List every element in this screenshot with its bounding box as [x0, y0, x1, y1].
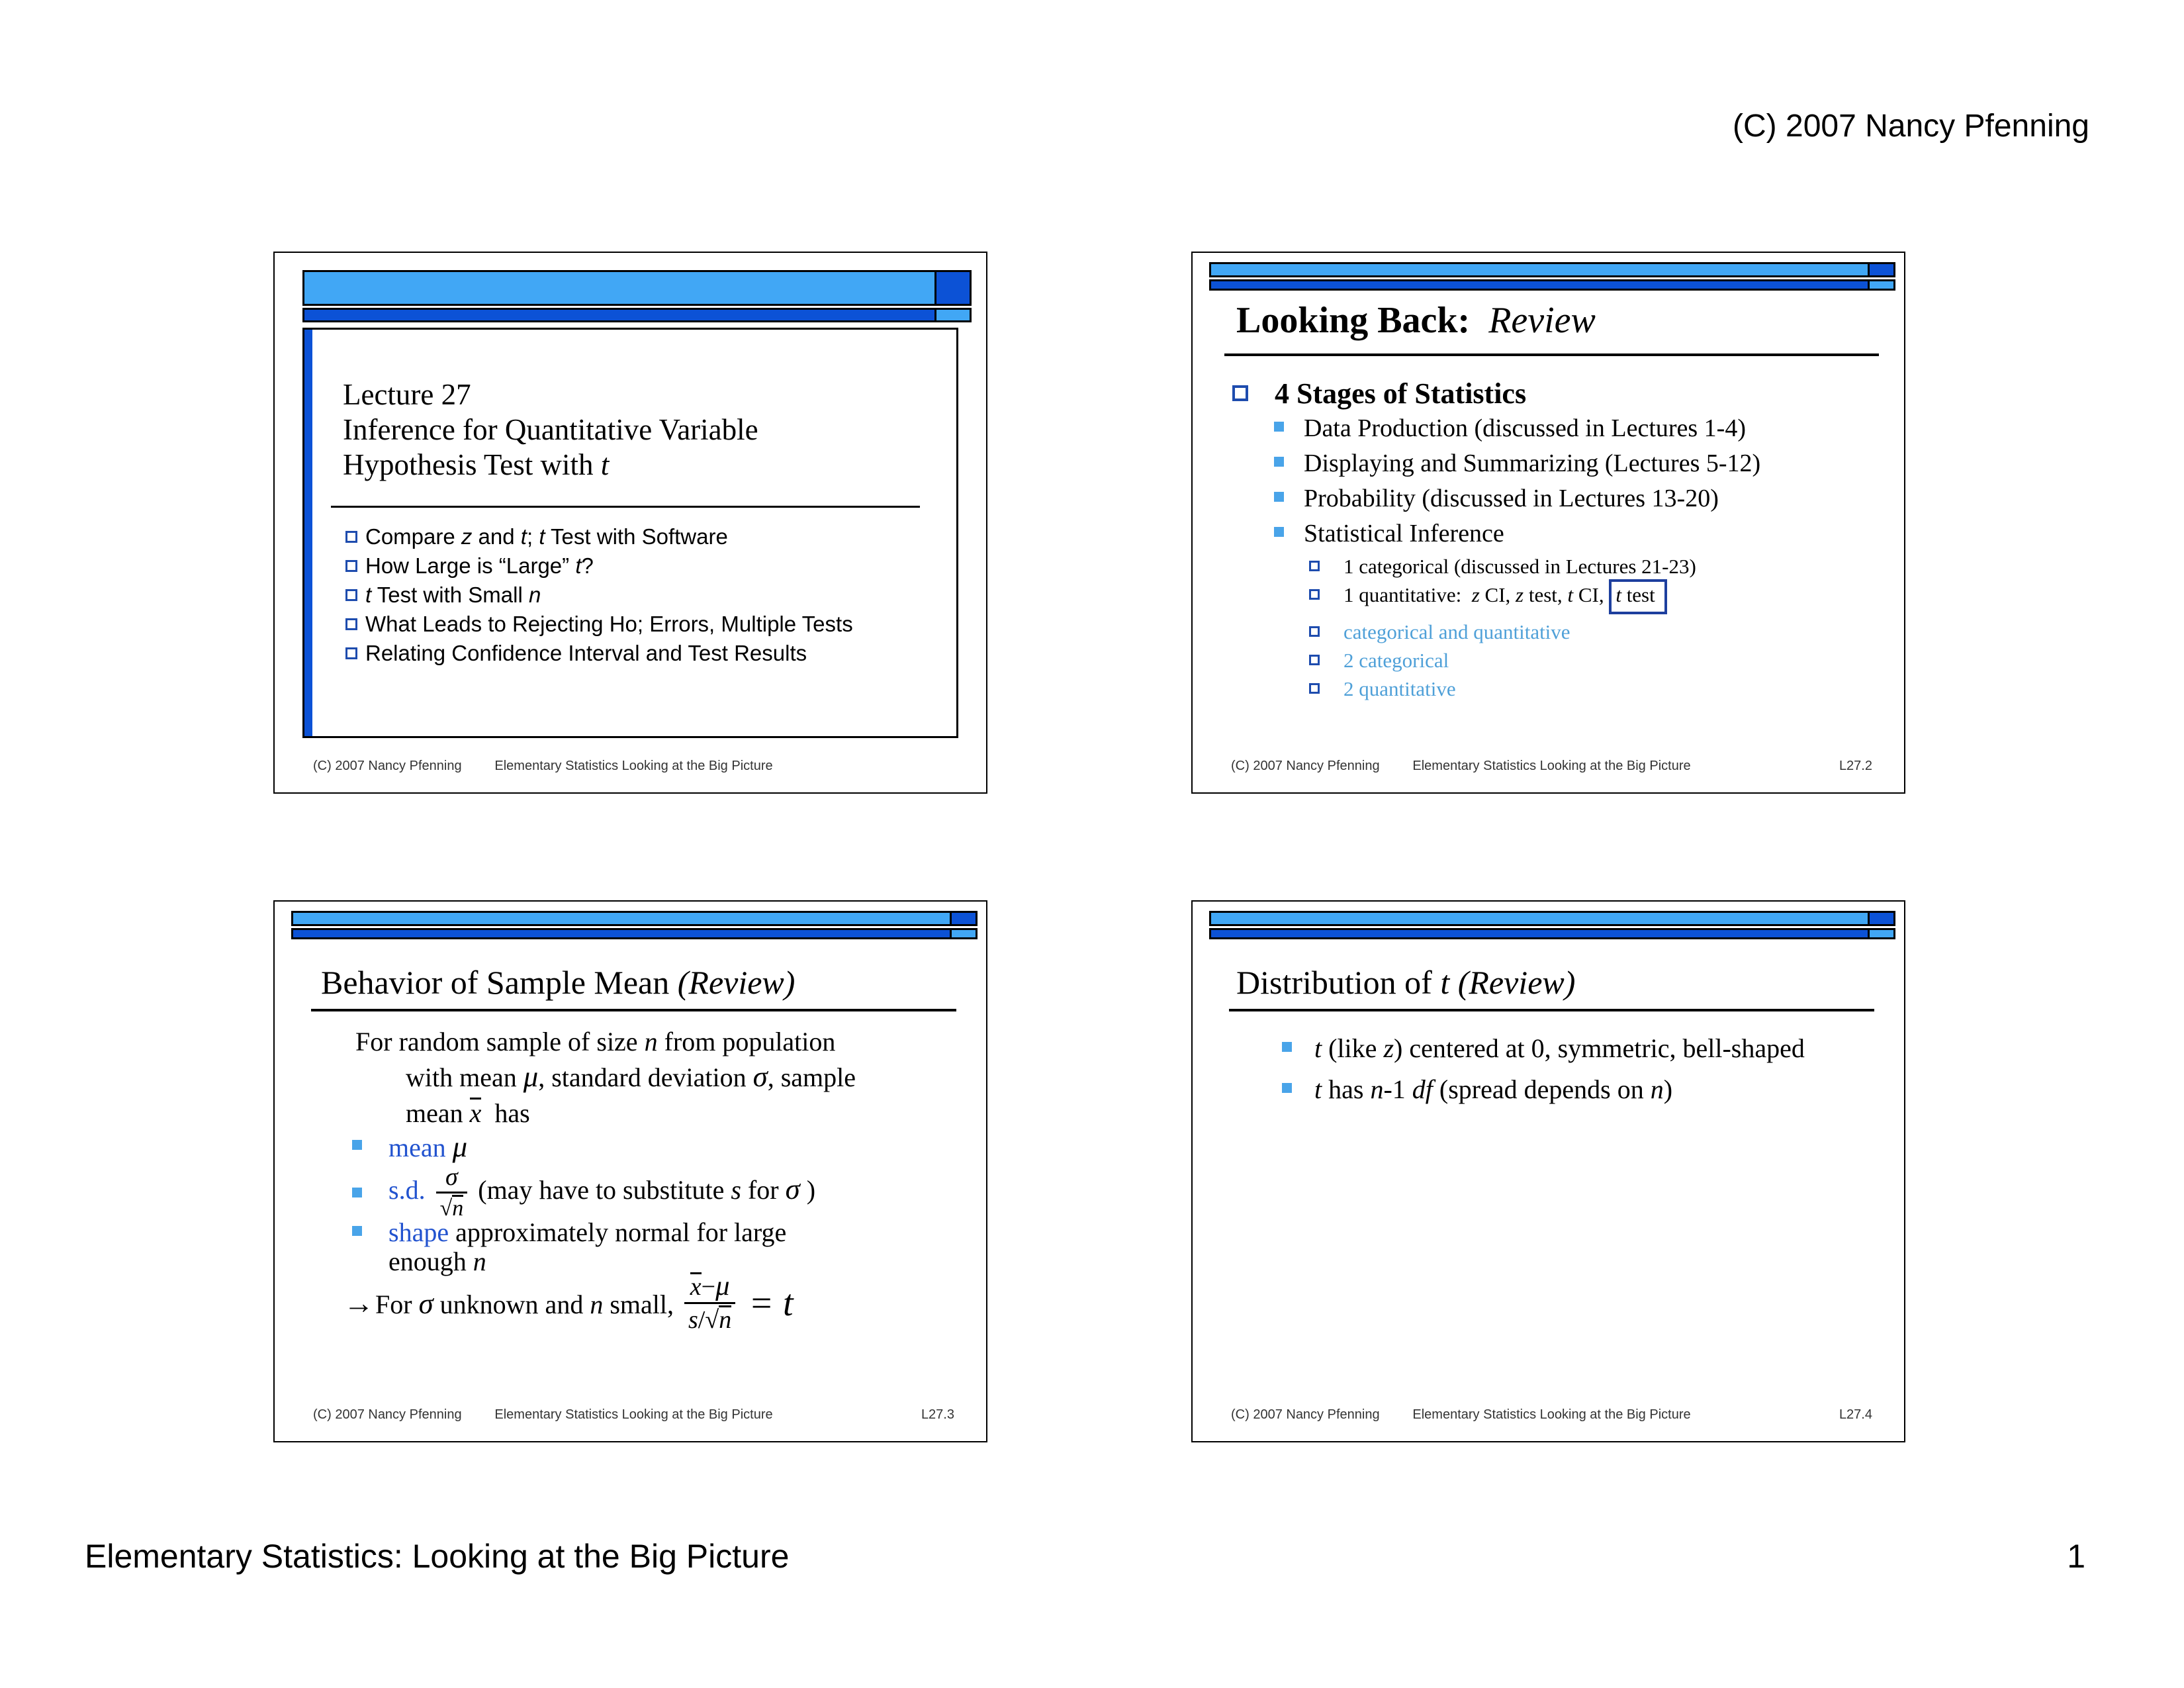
level3-item: [1309, 584, 1667, 606]
bar-light-square: [1870, 928, 1895, 939]
page-header-copyright: (C) 2007 Nancy Pfenning: [1733, 109, 2089, 144]
bar-dark: [1209, 279, 1870, 291]
bar-light: [1209, 262, 1870, 277]
level3-text: 1 quantitative: z CI, z test, t CI, t test: [1343, 584, 1667, 606]
bullet-mean-text: mean μ: [388, 1130, 468, 1163]
level2-item: [1274, 485, 1719, 512]
filled-square-bullet-icon: [352, 1226, 362, 1236]
list-item-text: t has n-1 df (spread depends on n): [1314, 1074, 1673, 1104]
level2-text: Data Production (discussed in Lectures 1-4): [1304, 414, 1746, 442]
slide3-title: Behavior of Sample Mean (Review): [321, 964, 796, 1001]
list-item: [345, 584, 943, 606]
bar-row-top: [291, 911, 978, 926]
level3-text: 1 categorical (discussed in Lectures 21-23): [1343, 555, 1696, 578]
list-item-text: Relating Confidence Interval and Test Results: [365, 641, 807, 665]
hollow-square-bullet-icon: [345, 618, 357, 630]
slide-header-bars: [291, 911, 978, 939]
intro-line-1: For random sample of size n from population: [355, 1027, 836, 1056]
arrow-conclusion-line: [343, 1272, 794, 1334]
filled-square-bullet-icon: [352, 1188, 362, 1197]
level3-item: [1309, 678, 1456, 700]
slide-1-title-slide: [273, 252, 987, 794]
level1-item: [1232, 379, 1526, 409]
page-number: 1: [2067, 1538, 2085, 1575]
level3-item: [1309, 555, 1696, 578]
bar-light: [1209, 911, 1870, 926]
slide2-title: Looking Back: Review: [1236, 300, 1596, 341]
bar-dark-square: [1870, 262, 1895, 277]
bar-light-square: [1870, 279, 1895, 291]
hollow-square-bullet-icon: [345, 589, 357, 601]
title-line-2: Inference for Quantitative Variable: [343, 413, 758, 446]
title-line-1: Lecture 27: [343, 378, 471, 411]
bar-dark-square: [952, 911, 978, 926]
bar-dark: [1209, 928, 1870, 939]
arrow-text: For σ unknown and n small,: [375, 1286, 680, 1320]
bullet-sd-text: s.d. $\frac{\sigma}{√n}$ (may have to substitute s for σ ): [388, 1163, 816, 1221]
slide-footer-number: L27.3: [921, 1407, 954, 1422]
slide-footer-book: Elementary Statistics Looking at the Big Picture: [1412, 759, 1691, 773]
slide-footer-number: [773, 759, 954, 774]
level3-item: [1309, 621, 1570, 643]
slide-footer-book: Elementary Statistics Looking at the Big Picture: [494, 759, 773, 773]
level1-text: 4 Stages of Statistics: [1275, 377, 1527, 410]
slide-3-behavior-of-sample-mean: [273, 900, 987, 1442]
bar-dark-square: [936, 270, 972, 306]
slide-footer-number: L27.4: [1839, 1407, 1872, 1422]
page-footer-book-title: Elementary Statistics: Looking at the Big Picture: [85, 1538, 790, 1575]
bar-dark: [302, 308, 936, 322]
slide-footer: [1231, 759, 1872, 774]
slide-footer-copyright: (C) 2007 Nancy Pfenning: [1231, 1407, 1380, 1422]
list-item: [345, 642, 943, 664]
list-item-text: t (like z) centered at 0, symmetric, bell-shaped: [1314, 1033, 1805, 1063]
t-statistic-fraction: [684, 1272, 735, 1334]
slide-header-bars: [1209, 262, 1895, 291]
bullet-mean: [352, 1132, 467, 1162]
slide4-title: Distribution of t (Review): [1236, 964, 1576, 1001]
filled-square-bullet-icon: [1282, 1042, 1292, 1052]
filled-square-bullet-icon: [352, 1140, 362, 1150]
filled-square-bullet-icon: [1274, 457, 1284, 467]
slide-footer: [313, 1407, 954, 1423]
slide-footer: [1231, 1407, 1872, 1423]
bullet-sd: [352, 1165, 815, 1221]
list-item-text: Compare z and t; t Test with Software: [365, 524, 728, 549]
bar-light: [291, 911, 952, 926]
level3-text: 2 categorical: [1343, 649, 1449, 672]
level2-text: Statistical Inference: [1304, 520, 1504, 547]
level2-item: [1274, 520, 1504, 547]
list-item: [345, 526, 943, 547]
bullet-shape: [352, 1218, 786, 1276]
bar-light-square: [952, 928, 978, 939]
filled-square-bullet-icon: [1282, 1083, 1292, 1093]
slide-header-bars: [302, 270, 972, 322]
bar-row-bottom: [291, 928, 978, 939]
slide-header-bars: [1209, 911, 1895, 939]
slide-footer-book: Elementary Statistics Looking at the Big Picture: [494, 1407, 773, 1422]
hollow-square-bullet-icon: [1309, 626, 1320, 637]
slide-2-looking-back: [1191, 252, 1905, 794]
slide-footer-copyright: (C) 2007 Nancy Pfenning: [313, 1407, 462, 1422]
bar-dark: [291, 928, 952, 939]
list-item: [1282, 1075, 1672, 1104]
hollow-square-bullet-icon: [1309, 683, 1320, 694]
level3-text: 2 quantitative: [1343, 677, 1456, 700]
list-item: [345, 555, 943, 577]
intro-line-2: with mean μ, standard deviation σ, sample: [406, 1060, 856, 1093]
bar-row-bottom: [302, 308, 972, 322]
slide-footer-number: L27.2: [1839, 759, 1872, 773]
level3-item: [1309, 649, 1449, 672]
right-arrow-icon: →: [343, 1286, 374, 1320]
slide-footer: [313, 759, 954, 774]
list-item-text: How Large is “Large” t?: [365, 553, 594, 578]
bar-light: [302, 270, 936, 306]
title-rule: [311, 1009, 956, 1011]
bar-dark-square: [1870, 911, 1895, 926]
slide1-bullet-list: [345, 526, 943, 671]
fraction-numerator: x−μ: [684, 1272, 735, 1304]
hollow-square-bullet-icon: [1309, 561, 1320, 571]
filled-square-bullet-icon: [1274, 492, 1284, 502]
slide1-title: [343, 377, 758, 483]
bar-row-top: [302, 270, 972, 306]
bar-row-bottom: [1209, 279, 1895, 291]
level2-item: [1274, 450, 1760, 477]
filled-square-bullet-icon: [1274, 527, 1284, 537]
bar-row-top: [1209, 262, 1895, 277]
list-item-text: t Test with Small n: [365, 583, 541, 607]
title-content-box: [302, 328, 958, 738]
level2-text: Probability (discussed in Lectures 13-20): [1304, 485, 1719, 512]
level2-item: [1274, 415, 1746, 442]
level2-text: Displaying and Summarizing (Lectures 5-12): [1304, 449, 1761, 477]
bar-row-top: [1209, 911, 1895, 926]
list-item: [345, 613, 943, 635]
filled-square-bullet-icon: [1274, 422, 1284, 432]
list-item-text: What Leads to Rejecting Ho; Errors, Multiple Tests: [365, 612, 853, 636]
hollow-square-bullet-icon: [345, 647, 357, 659]
slide-4-distribution-of-t: [1191, 900, 1905, 1442]
intro-line-3: mean x has: [406, 1098, 530, 1128]
title-rule: [1224, 353, 1879, 356]
title-rule: [331, 506, 920, 508]
title-line-3: Hypothesis Test with t: [343, 448, 610, 481]
hollow-square-bullet-icon: [1309, 589, 1320, 600]
level3-text: categorical and quantitative: [1343, 620, 1570, 643]
fraction-denominator: s/√n: [688, 1306, 732, 1334]
slide-footer-copyright: (C) 2007 Nancy Pfenning: [1231, 759, 1380, 773]
hollow-square-bullet-icon: [345, 531, 357, 543]
equals-t: = t: [749, 1282, 794, 1324]
slide-footer-book: Elementary Statistics Looking at the Big Picture: [1412, 1407, 1691, 1422]
hollow-square-bullet-icon: [1232, 385, 1248, 401]
slide-footer-copyright: (C) 2007 Nancy Pfenning: [313, 759, 462, 773]
left-accent-strip: [304, 330, 312, 736]
title-rule: [1229, 1009, 1874, 1011]
bullet-shape-text: shape approximately normal for large enough n: [388, 1217, 787, 1276]
list-item: [1282, 1034, 1805, 1063]
hollow-square-bullet-icon: [1309, 655, 1320, 665]
bar-light-square: [936, 308, 972, 322]
bar-row-bottom: [1209, 928, 1895, 939]
hollow-square-bullet-icon: [345, 560, 357, 572]
